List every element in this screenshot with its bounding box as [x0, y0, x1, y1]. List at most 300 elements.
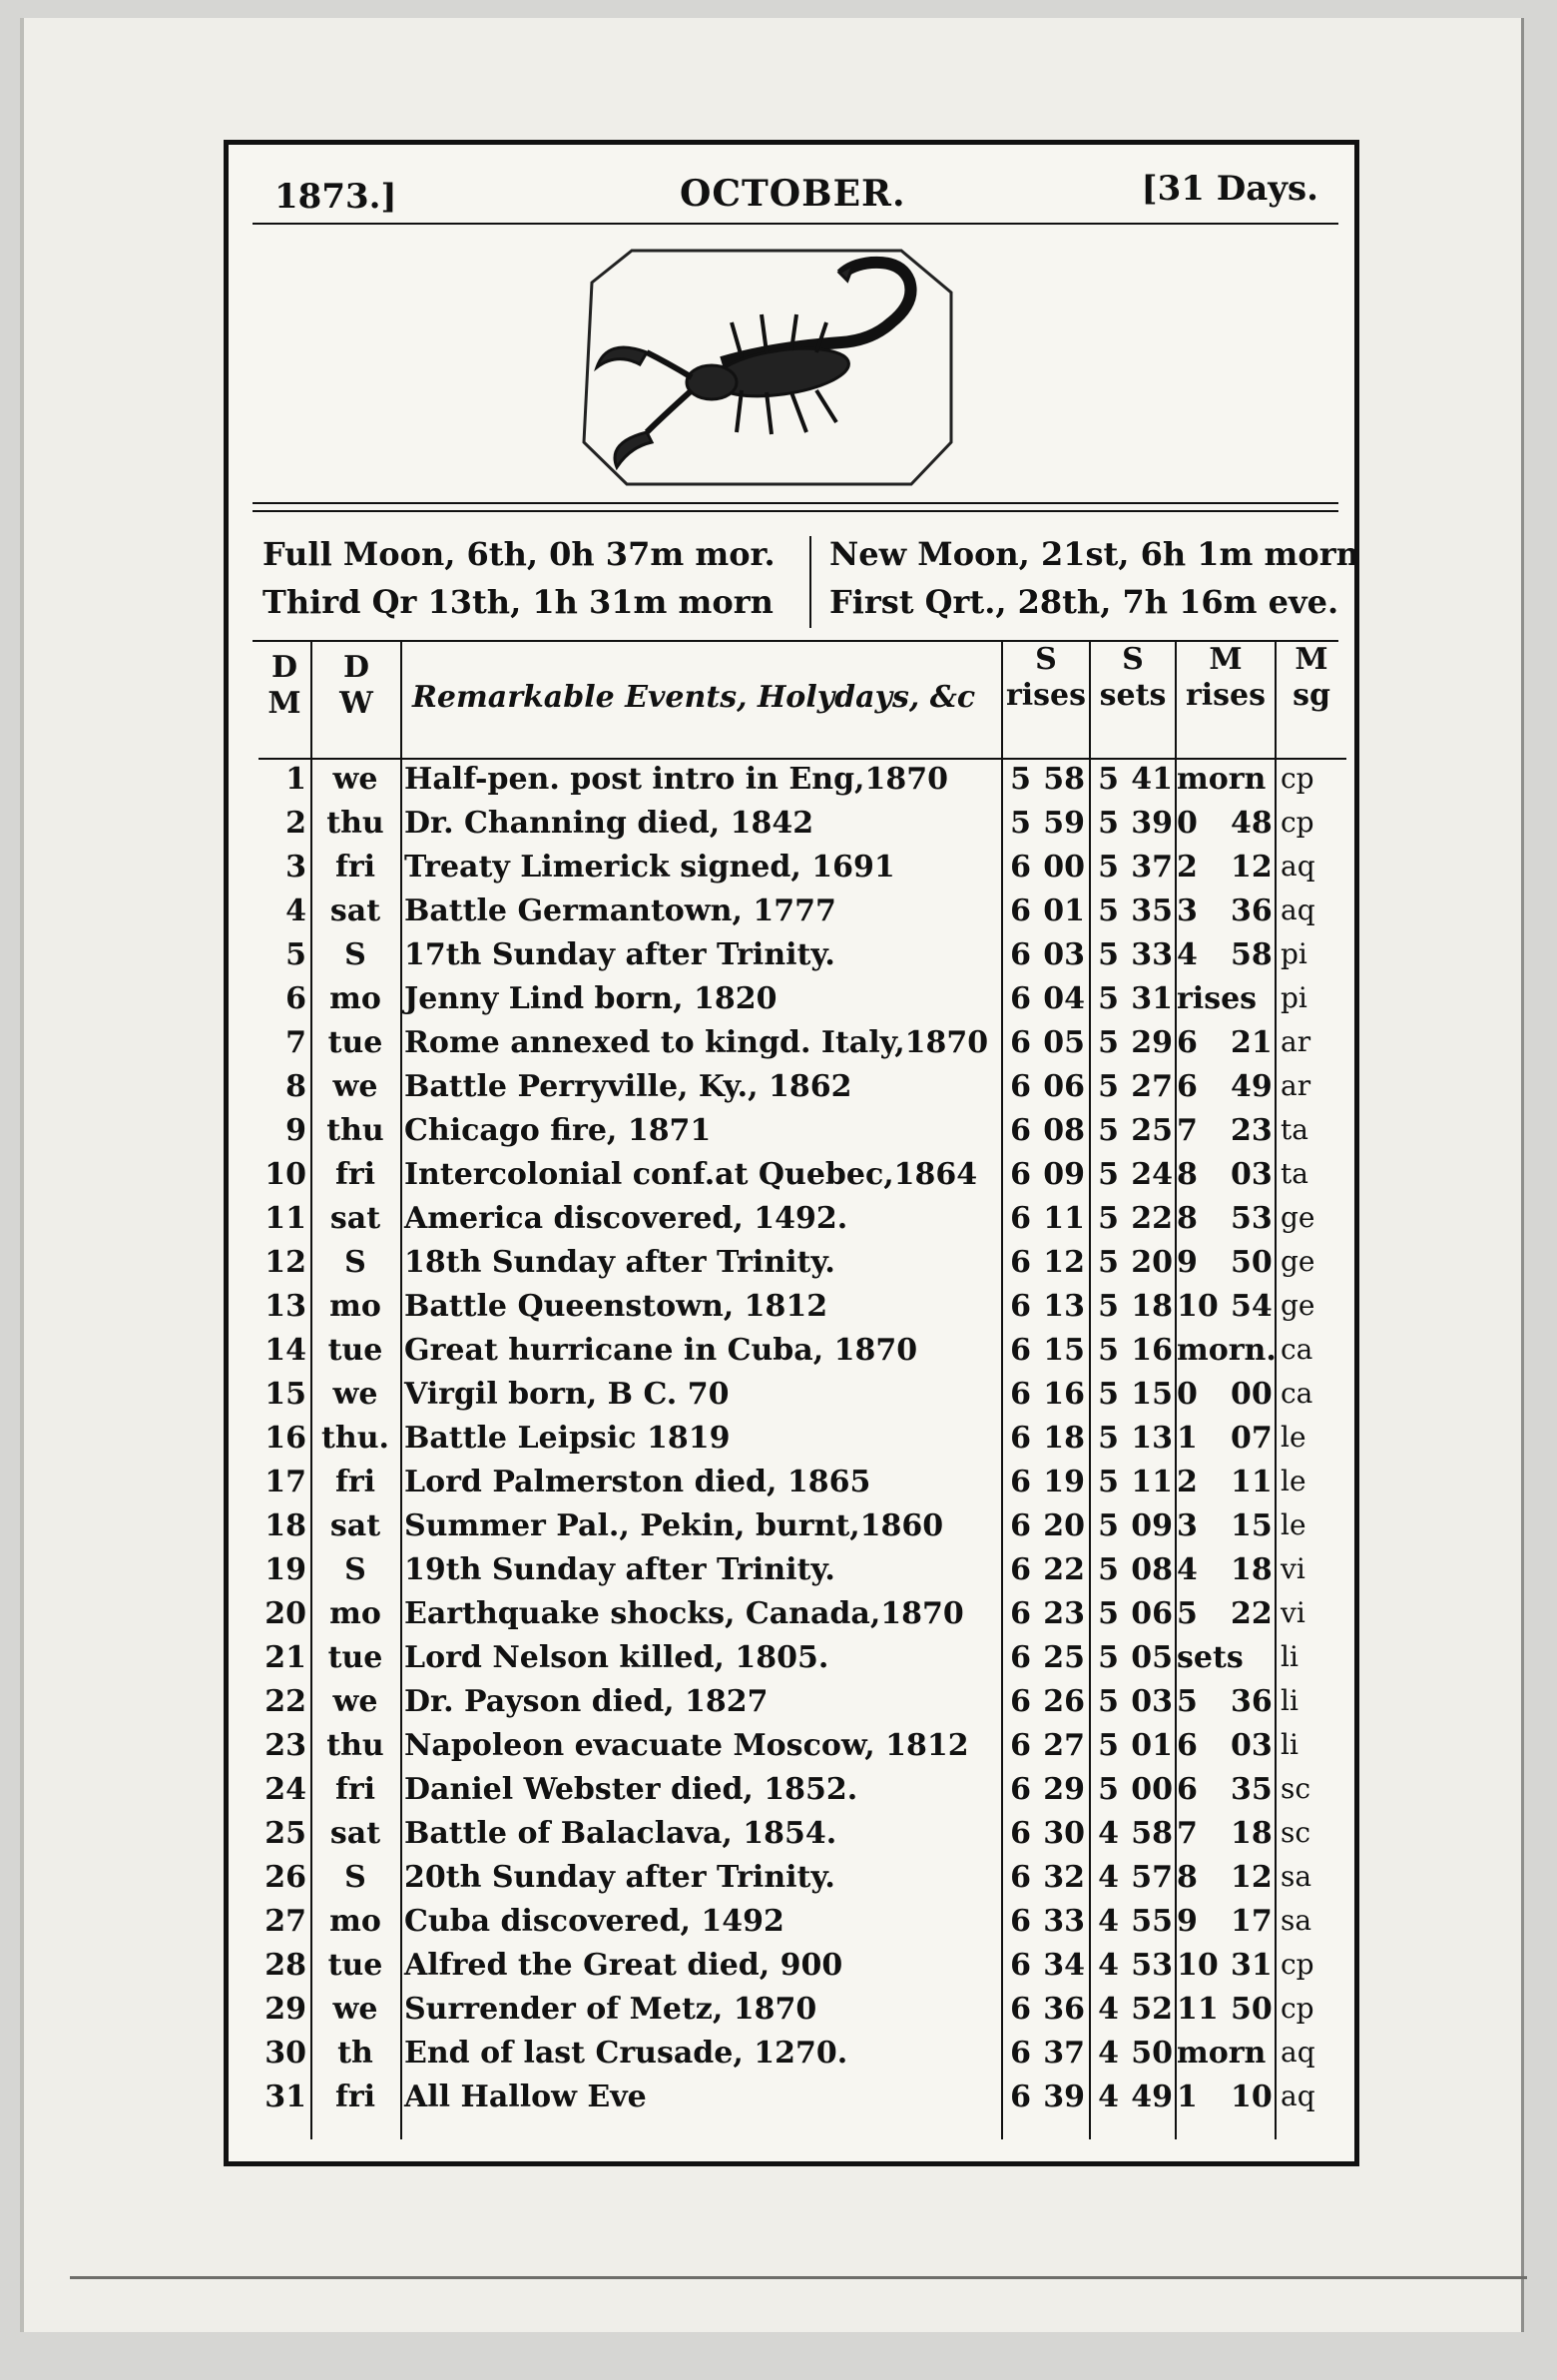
sunrise-hour: 6 — [1010, 1948, 1031, 1983]
sunset-minute: 27 — [1131, 1069, 1173, 1104]
moon-sign: li — [1281, 1684, 1298, 1717]
sunset-minute: 00 — [1131, 1772, 1173, 1807]
sunset-minute: 58 — [1131, 1816, 1173, 1851]
moonrise-hour: 1 — [1177, 1421, 1198, 1456]
sunrise-minute: 03 — [1043, 937, 1085, 972]
moon-sign: cp — [1281, 1992, 1314, 2025]
sunset-hour: 5 — [1098, 1552, 1119, 1587]
moonrise-minute: 49 — [1231, 1069, 1273, 1104]
calendar-row — [259, 1201, 1346, 1245]
sunrise-hour: 6 — [1010, 1508, 1031, 1543]
day-of-week: thu — [326, 806, 384, 841]
calendar-row — [259, 1640, 1346, 1684]
calendar-row — [259, 1377, 1346, 1421]
day-of-month: 30 — [264, 2036, 306, 2071]
sunset-hour: 5 — [1098, 1640, 1119, 1675]
moonrise-hour: 1 — [1177, 2080, 1198, 2114]
moon-sign: cp — [1281, 1948, 1314, 1981]
moon-phases — [262, 526, 1359, 636]
sunset-hour: 4 — [1098, 1860, 1119, 1895]
day-of-week: sat — [329, 1201, 381, 1236]
event-text: Lord Nelson killed, 1805. — [404, 1640, 829, 1675]
day-of-week: S — [344, 1860, 366, 1895]
sunset-hour: 5 — [1098, 1289, 1119, 1324]
sunrise-minute: 39 — [1043, 2080, 1085, 2114]
moon-sign: ge — [1281, 1289, 1315, 1322]
moonrise-minute: 18 — [1231, 1552, 1273, 1587]
sunrise-hour: 6 — [1010, 1245, 1031, 1280]
moonrise-minute: 48 — [1231, 806, 1273, 841]
col-header-moon-rises-line1: M — [1209, 642, 1243, 677]
day-of-week: we — [332, 1377, 378, 1412]
moon-sign: cp — [1281, 806, 1314, 839]
day-of-week: thu — [326, 1728, 384, 1763]
day-of-month: 1 — [285, 762, 306, 797]
sunset-hour: 5 — [1098, 1508, 1119, 1543]
event-text: Dr. Payson died, 1827 — [404, 1684, 769, 1719]
moonrise-minute: 31 — [1231, 1948, 1273, 1983]
calendar-row — [259, 1157, 1346, 1201]
sunrise-hour: 6 — [1010, 1816, 1031, 1851]
sunrise-minute: 05 — [1043, 1025, 1085, 1060]
sunset-hour: 5 — [1098, 1113, 1119, 1148]
calendar-row — [259, 1904, 1346, 1948]
moonrise-hour: 9 — [1177, 1904, 1198, 1939]
day-of-month: 29 — [264, 1992, 306, 2027]
day-of-month: 31 — [264, 2080, 306, 2114]
moonrise-minute: 17 — [1231, 1904, 1273, 1939]
day-of-month: 8 — [285, 1069, 306, 1104]
event-text: Rome annexed to kingd. Italy,1870 — [404, 1025, 989, 1060]
sunrise-minute: 25 — [1043, 1640, 1085, 1675]
moon-sign: ge — [1281, 1245, 1315, 1278]
sunrise-hour: 6 — [1010, 1904, 1031, 1939]
day-of-month: 22 — [264, 1684, 306, 1719]
day-of-week: fri — [334, 1465, 376, 1499]
moonrise-hour: 8 — [1177, 1860, 1198, 1895]
moonrise-hour: 6 — [1177, 1772, 1198, 1807]
moonrise-hour: morn — [1177, 762, 1267, 797]
event-text: Jenny Lind born, 1820 — [404, 981, 778, 1016]
col-header-dm-line2: M — [267, 686, 301, 721]
sunset-hour: 5 — [1098, 1728, 1119, 1763]
event-text: Napoleon evacuate Moscow, 1812 — [404, 1728, 969, 1763]
moonrise-hour: 4 — [1177, 1552, 1198, 1587]
sunrise-hour: 6 — [1010, 1465, 1031, 1499]
moonrise-hour: 10 — [1177, 1289, 1219, 1324]
moonrise-hour: 3 — [1177, 1508, 1198, 1543]
moon-sign: vi — [1281, 1596, 1305, 1629]
sunset-hour: 5 — [1098, 1245, 1119, 1280]
event-text: Battle Leipsic 1819 — [404, 1421, 731, 1456]
sunset-hour: 4 — [1098, 1948, 1119, 1983]
day-of-week: sat — [329, 893, 381, 928]
day-of-month: 2 — [285, 806, 306, 841]
calendar-row — [259, 1728, 1346, 1772]
moonrise-hour: 2 — [1177, 850, 1198, 885]
calendar-table — [259, 642, 1346, 2139]
event-text: Dr. Channing died, 1842 — [404, 806, 814, 841]
moon-sign: le — [1281, 1465, 1306, 1497]
sunset-hour: 5 — [1098, 1025, 1119, 1060]
moon-sign: ar — [1281, 1025, 1311, 1058]
calendar-row — [259, 1772, 1346, 1816]
moonrise-minute: 18 — [1231, 1816, 1273, 1851]
calendar-row — [259, 1069, 1346, 1113]
sunrise-minute: 15 — [1043, 1333, 1085, 1368]
moon-sign: le — [1281, 1508, 1306, 1541]
sunset-minute: 41 — [1131, 762, 1173, 797]
moonrise-hour: 11 — [1177, 1992, 1219, 2027]
event-text: Battle Queenstown, 1812 — [404, 1289, 828, 1324]
day-of-month: 27 — [264, 1904, 306, 1939]
sunrise-minute: 08 — [1043, 1113, 1085, 1148]
moonrise-minute: 07 — [1231, 1421, 1273, 1456]
day-of-week: tue — [327, 1025, 383, 1060]
day-of-month: 21 — [264, 1640, 306, 1675]
day-of-month: 19 — [264, 1552, 306, 1587]
sunrise-minute: 04 — [1043, 981, 1085, 1016]
moonrise-minute: 12 — [1231, 1860, 1273, 1895]
third-quarter-text: Third Qr 13th, 1h 31m morn — [262, 583, 774, 621]
col-header-moon-rises-line2: rises — [1185, 678, 1267, 713]
sunrise-hour: 6 — [1010, 1377, 1031, 1412]
sunrise-hour: 6 — [1010, 1333, 1031, 1368]
sunset-hour: 5 — [1098, 762, 1119, 797]
day-of-month: 20 — [264, 1596, 306, 1631]
day-of-week: mo — [329, 1904, 381, 1939]
calendar-row — [259, 1421, 1346, 1465]
day-of-week: sat — [329, 1816, 381, 1851]
sunset-hour: 5 — [1098, 1465, 1119, 1499]
sunrise-hour: 6 — [1010, 981, 1031, 1016]
sunset-hour: 5 — [1098, 1596, 1119, 1631]
sunset-minute: 35 — [1131, 893, 1173, 928]
day-of-month: 16 — [264, 1421, 306, 1456]
sunrise-minute: 58 — [1043, 762, 1085, 797]
moon-sign: ta — [1281, 1157, 1308, 1190]
moonrise-hour: 4 — [1177, 937, 1198, 972]
moon-phases-left — [262, 530, 786, 626]
moonrise-minute: 36 — [1231, 893, 1273, 928]
moonrise-hour: 7 — [1177, 1816, 1198, 1851]
sunrise-hour: 6 — [1010, 2080, 1031, 2114]
moon-sign: ca — [1281, 1333, 1313, 1366]
moonrise-hour: 10 — [1177, 1948, 1219, 1983]
calendar-frame — [253, 165, 1359, 2141]
calendar-row — [259, 893, 1346, 937]
sunrise-hour: 6 — [1010, 1113, 1031, 1148]
event-text: Earthquake shocks, Canada,1870 — [404, 1596, 964, 1631]
col-header-sun-rises — [1003, 642, 1089, 762]
event-text: End of last Crusade, 1270. — [404, 2036, 848, 2071]
calendar-row — [259, 1684, 1346, 1728]
sunset-minute: 29 — [1131, 1025, 1173, 1060]
sunrise-minute: 29 — [1043, 1772, 1085, 1807]
moonrise-hour: 6 — [1177, 1728, 1198, 1763]
calendar-row — [259, 762, 1346, 806]
sunset-minute: 05 — [1131, 1640, 1173, 1675]
calendar-row — [259, 1552, 1346, 1596]
day-of-week: S — [344, 1245, 366, 1280]
moonrise-minute: 53 — [1231, 1201, 1273, 1236]
sunset-hour: 5 — [1098, 1772, 1119, 1807]
day-of-week: fri — [334, 1157, 376, 1192]
sunset-hour: 4 — [1098, 1904, 1119, 1939]
calendar-row — [259, 1816, 1346, 1860]
moon-sign: pi — [1281, 981, 1307, 1014]
event-text: Daniel Webster died, 1852. — [404, 1772, 858, 1807]
sunset-minute: 33 — [1131, 937, 1173, 972]
sunset-hour: 5 — [1098, 1069, 1119, 1104]
col-header-sun-rises-line1: S — [1035, 642, 1057, 677]
day-of-month: 12 — [264, 1245, 306, 1280]
sunset-hour: 4 — [1098, 2036, 1119, 2071]
moon-sign: li — [1281, 1728, 1298, 1761]
moon-sign: pi — [1281, 937, 1307, 970]
moonrise-minute: 10 — [1231, 2080, 1273, 2114]
sunset-minute: 31 — [1131, 981, 1173, 1016]
full-moon-text: Full Moon, 6th, 0h 37m mor. — [262, 535, 776, 573]
sunrise-hour: 6 — [1010, 937, 1031, 972]
sunrise-hour: 5 — [1010, 806, 1031, 841]
event-text: Battle of Balaclava, 1854. — [404, 1816, 837, 1851]
event-text: 18th Sunday after Trinity. — [404, 1245, 835, 1280]
day-of-week: thu. — [321, 1421, 389, 1456]
sunset-minute: 13 — [1131, 1421, 1173, 1456]
moonrise-hour: 7 — [1177, 1113, 1198, 1148]
sunrise-hour: 6 — [1010, 1596, 1031, 1631]
sunset-minute: 50 — [1131, 2036, 1173, 2071]
calendar-row — [259, 981, 1346, 1025]
sunset-minute: 20 — [1131, 1245, 1173, 1280]
col-header-events: Remarkable Events, Holydays, &c — [412, 680, 976, 715]
sunrise-hour: 6 — [1010, 1772, 1031, 1807]
calendar-row — [259, 1860, 1346, 1904]
day-of-month: 6 — [285, 981, 306, 1016]
moon-sign: aq — [1281, 893, 1315, 926]
sunset-hour: 4 — [1098, 1816, 1119, 1851]
event-text: Battle Germantown, 1777 — [404, 893, 836, 928]
sunset-hour: 5 — [1098, 1201, 1119, 1236]
sunset-minute: 08 — [1131, 1552, 1173, 1587]
day-of-week: we — [332, 1684, 378, 1719]
calendar-row — [259, 1025, 1346, 1069]
day-of-month: 24 — [264, 1772, 306, 1807]
moon-sign: li — [1281, 1640, 1298, 1673]
day-of-week: tue — [327, 1948, 383, 1983]
sunrise-minute: 22 — [1043, 1552, 1085, 1587]
col-header-moon-sign — [1277, 642, 1346, 762]
calendar-row — [259, 1333, 1346, 1377]
first-quarter-text: First Qrt., 28th, 7h 16m eve. — [829, 583, 1339, 621]
moonrise-hour: 9 — [1177, 1245, 1198, 1280]
moon-sign: ge — [1281, 1201, 1315, 1234]
moonrise-minute: 00 — [1231, 1377, 1273, 1412]
event-text: Half-pen. post intro in Eng,1870 — [404, 762, 948, 797]
sunrise-minute: 37 — [1043, 2036, 1085, 2071]
day-of-week: fri — [334, 1772, 376, 1807]
sunrise-minute: 00 — [1043, 850, 1085, 885]
moonrise-hour: 8 — [1177, 1201, 1198, 1236]
day-of-month: 23 — [264, 1728, 306, 1763]
event-text: America discovered, 1492. — [404, 1201, 848, 1236]
day-of-week: S — [344, 1552, 366, 1587]
sunset-minute: 37 — [1131, 850, 1173, 885]
sunrise-minute: 18 — [1043, 1421, 1085, 1456]
col-header-dw — [312, 650, 400, 770]
event-text: Intercolonial conf.at Quebec,1864 — [404, 1157, 978, 1192]
day-of-week: S — [344, 937, 366, 972]
calendar-row — [259, 1992, 1346, 2036]
sunset-minute: 39 — [1131, 806, 1173, 841]
moonrise-minute: 23 — [1231, 1113, 1273, 1148]
vignette-rule-top — [253, 502, 1338, 504]
day-of-month: 26 — [264, 1860, 306, 1895]
moonrise-hour: 0 — [1177, 806, 1198, 841]
moon-sign: aq — [1281, 2080, 1315, 2112]
header-year: 1873.] — [274, 177, 397, 217]
sunset-hour: 5 — [1098, 981, 1119, 1016]
moonrise-hour: 8 — [1177, 1157, 1198, 1192]
day-of-month: 28 — [264, 1948, 306, 1983]
day-of-week: tue — [327, 1640, 383, 1675]
event-text: Cuba discovered, 1492 — [404, 1904, 784, 1939]
calendar-row — [259, 1465, 1346, 1508]
moonrise-hour: rises — [1177, 981, 1258, 1016]
calendar-row — [259, 2080, 1346, 2123]
sunrise-minute: 36 — [1043, 1992, 1085, 2027]
moon-sign: sc — [1281, 1816, 1311, 1849]
sunrise-minute: 09 — [1043, 1157, 1085, 1192]
sunrise-hour: 6 — [1010, 893, 1031, 928]
sunset-minute: 03 — [1131, 1684, 1173, 1719]
moonrise-minute: 11 — [1231, 1465, 1273, 1499]
day-of-week: we — [332, 762, 378, 797]
header-rule — [253, 223, 1338, 225]
moonrise-minute: 35 — [1231, 1772, 1273, 1807]
sunrise-hour: 6 — [1010, 1069, 1031, 1104]
sunset-minute: 25 — [1131, 1113, 1173, 1148]
sunset-minute: 57 — [1131, 1860, 1173, 1895]
col-header-moon-sign-line2: sg — [1293, 678, 1330, 713]
calendar-row — [259, 850, 1346, 893]
day-of-month: 11 — [264, 1201, 306, 1236]
header-days: [31 Days. — [1141, 169, 1318, 209]
day-of-month: 14 — [264, 1333, 306, 1368]
calendar-row — [259, 1508, 1346, 1552]
sunset-minute: 53 — [1131, 1948, 1173, 1983]
day-of-week: mo — [329, 1596, 381, 1631]
sunset-minute: 11 — [1131, 1465, 1173, 1499]
day-of-month: 10 — [264, 1157, 306, 1192]
sunset-hour: 5 — [1098, 1421, 1119, 1456]
calendar-row — [259, 2036, 1346, 2080]
sunrise-minute: 23 — [1043, 1596, 1085, 1631]
day-of-week: mo — [329, 1289, 381, 1324]
moonrise-minute: 03 — [1231, 1728, 1273, 1763]
sunrise-hour: 6 — [1010, 1728, 1031, 1763]
day-of-month: 7 — [285, 1025, 306, 1060]
phase-divider — [809, 536, 811, 628]
day-of-month: 3 — [285, 850, 306, 885]
moon-sign: aq — [1281, 2036, 1315, 2069]
sunrise-minute: 32 — [1043, 1860, 1085, 1895]
event-text: Alfred the Great died, 900 — [404, 1948, 843, 1983]
event-text: Great hurricane in Cuba, 1870 — [404, 1333, 918, 1368]
day-of-month: 9 — [285, 1113, 306, 1148]
sunrise-minute: 26 — [1043, 1684, 1085, 1719]
col-header-moon-rises — [1177, 642, 1275, 762]
sunset-minute: 52 — [1131, 1992, 1173, 2027]
moon-sign: sa — [1281, 1904, 1312, 1937]
day-of-month: 25 — [264, 1816, 306, 1851]
event-text: Virgil born, B C. 70 — [404, 1377, 730, 1412]
moonrise-minute: 21 — [1231, 1025, 1273, 1060]
page-header — [253, 165, 1338, 219]
moonrise-minute: 03 — [1231, 1157, 1273, 1192]
day-of-month: 18 — [264, 1508, 306, 1543]
moonrise-hour: 6 — [1177, 1025, 1198, 1060]
sunset-hour: 4 — [1098, 2080, 1119, 2114]
sunrise-minute: 11 — [1043, 1201, 1085, 1236]
sunset-minute: 01 — [1131, 1728, 1173, 1763]
sunset-minute: 24 — [1131, 1157, 1173, 1192]
calendar-row — [259, 1596, 1346, 1640]
sunrise-minute: 30 — [1043, 1816, 1085, 1851]
col-header-dw-line1: D — [342, 650, 369, 685]
day-of-week: thu — [326, 1113, 384, 1148]
sunset-minute: 22 — [1131, 1201, 1173, 1236]
moon-sign: sa — [1281, 1860, 1312, 1893]
event-text: Surrender of Metz, 1870 — [404, 1992, 817, 2027]
moon-phases-right — [829, 530, 1359, 626]
col-header-dw-line2: W — [339, 686, 373, 721]
sunset-minute: 09 — [1131, 1508, 1173, 1543]
moon-sign: ar — [1281, 1069, 1311, 1102]
sunrise-hour: 6 — [1010, 1421, 1031, 1456]
moon-sign: sc — [1281, 1772, 1311, 1805]
moonrise-hour: morn. — [1177, 1333, 1277, 1368]
sunrise-hour: 6 — [1010, 1860, 1031, 1895]
sunset-hour: 5 — [1098, 1377, 1119, 1412]
moonrise-hour: 0 — [1177, 1377, 1198, 1412]
day-of-month: 13 — [264, 1289, 306, 1324]
sunrise-hour: 5 — [1010, 762, 1031, 797]
paper-edge — [70, 2276, 1527, 2279]
sunset-hour: 5 — [1098, 850, 1119, 885]
moonrise-minute: 36 — [1231, 1684, 1273, 1719]
moonrise-hour: 5 — [1177, 1596, 1198, 1631]
day-of-week: fri — [334, 2080, 376, 2114]
sunrise-hour: 6 — [1010, 2036, 1031, 2071]
event-text: Treaty Limerick signed, 1691 — [404, 850, 895, 885]
moonrise-minute: 50 — [1231, 1245, 1273, 1280]
moon-sign: ca — [1281, 1377, 1313, 1410]
sunset-minute: 06 — [1131, 1596, 1173, 1631]
moonrise-hour: 6 — [1177, 1069, 1198, 1104]
day-of-week: tue — [327, 1333, 383, 1368]
sunset-hour: 4 — [1098, 1992, 1119, 2027]
col-header-sun-sets — [1091, 642, 1175, 762]
event-text: 19th Sunday after Trinity. — [404, 1552, 835, 1587]
sunrise-minute: 01 — [1043, 893, 1085, 928]
event-text: 20th Sunday after Trinity. — [404, 1860, 835, 1895]
sunset-hour: 5 — [1098, 1684, 1119, 1719]
sunrise-hour: 6 — [1010, 1552, 1031, 1587]
sunset-hour: 5 — [1098, 806, 1119, 841]
sunrise-hour: 6 — [1010, 850, 1031, 885]
